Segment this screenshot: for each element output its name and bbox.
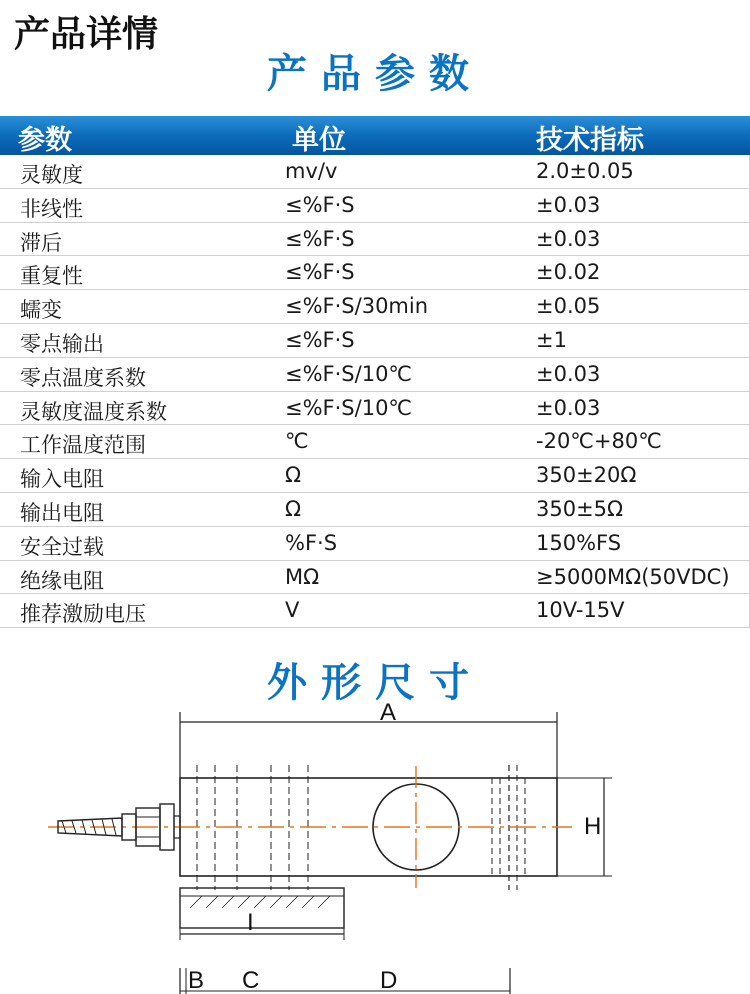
param-spec: 150%FS [536,530,622,555]
param-spec: 10V-15V [536,598,625,623]
table-body [0,155,750,628]
param-spec: 350±20Ω [536,463,637,488]
table-row [0,527,750,561]
label-a: A [380,699,397,726]
dimension-i [180,888,344,940]
table-row [0,290,750,324]
param-spec: ±0.03 [536,192,601,217]
header-spec: 技术指标 [536,125,644,156]
param-name: 推荐激励电压 [20,602,146,627]
param-spec: ±0.02 [536,260,601,285]
param-name: 安全过载 [20,534,104,559]
param-name: 绝缘电阻 [20,568,104,593]
param-spec: 2.0±0.05 [536,159,634,183]
param-unit: %F·S [285,530,338,555]
table-row [0,324,750,358]
label-d: D [380,967,398,994]
param-unit: ≤%F·S/10℃ [285,395,413,420]
param-name: 输入电阻 [20,467,104,492]
dimension-bcd [180,967,510,994]
parameter-table [0,116,750,628]
table-row [0,561,750,595]
table-header [0,116,750,155]
param-spec: ≥5000MΩ(50VDC) [536,564,730,589]
param-unit: ≤%F·S [285,260,355,285]
param-spec: ±0.03 [536,226,601,251]
dimension-drawing [0,690,750,994]
cable-gland [58,804,180,850]
param-spec: ±0.03 [536,361,601,386]
page-heading: 产品详情 [14,14,159,55]
param-name: 滞后 [20,230,62,255]
param-spec: ±1 [536,327,567,352]
table-row [0,155,750,189]
load-cell-body [48,765,572,890]
param-unit: Ω [285,463,302,488]
param-unit: V [285,598,300,623]
param-spec: ±0.05 [536,294,601,319]
param-name: 灵敏度温度系数 [20,399,167,424]
table-row [0,459,750,493]
param-name: 输出电阻 [20,500,104,525]
param-unit: ℃ [285,429,309,454]
table-row [0,392,750,426]
param-name: 灵敏度 [20,163,83,187]
param-unit: MΩ [285,564,320,589]
param-spec: ±0.03 [536,395,601,420]
param-spec: 350±5Ω [536,496,624,521]
table-row [0,493,750,527]
param-unit: ≤%F·S/10℃ [285,361,413,386]
param-name: 工作温度范围 [20,433,146,458]
param-name: 零点输出 [20,331,104,356]
params-section-title: 产品参数 [267,51,483,97]
table-row [0,223,750,257]
param-unit: ≤%F·S [285,226,355,251]
param-unit: ≤%F·S [285,192,355,217]
dimensions-section-title: 外形尺寸 [267,660,483,706]
param-unit: ≤%F·S [285,327,355,352]
table-row [0,358,750,392]
param-name: 重复性 [20,264,83,289]
param-name: 零点温度系数 [20,365,146,390]
param-name: 蠕变 [20,298,62,323]
table-row [0,425,750,459]
param-unit: Ω [285,496,302,521]
label-b: B [188,967,205,994]
param-spec: -20℃+80℃ [536,429,662,454]
table-row [0,256,750,290]
table-row [0,594,750,628]
header-unit: 单位 [292,125,346,156]
table-row [0,189,750,223]
label-i: I [247,909,254,936]
header-param: 参数 [18,125,72,156]
label-h: H [584,813,602,840]
param-unit: ≤%F·S/30min [285,294,429,319]
param-name: 非线性 [20,196,83,221]
label-c: C [242,967,260,994]
param-unit: mv/v [285,159,338,183]
